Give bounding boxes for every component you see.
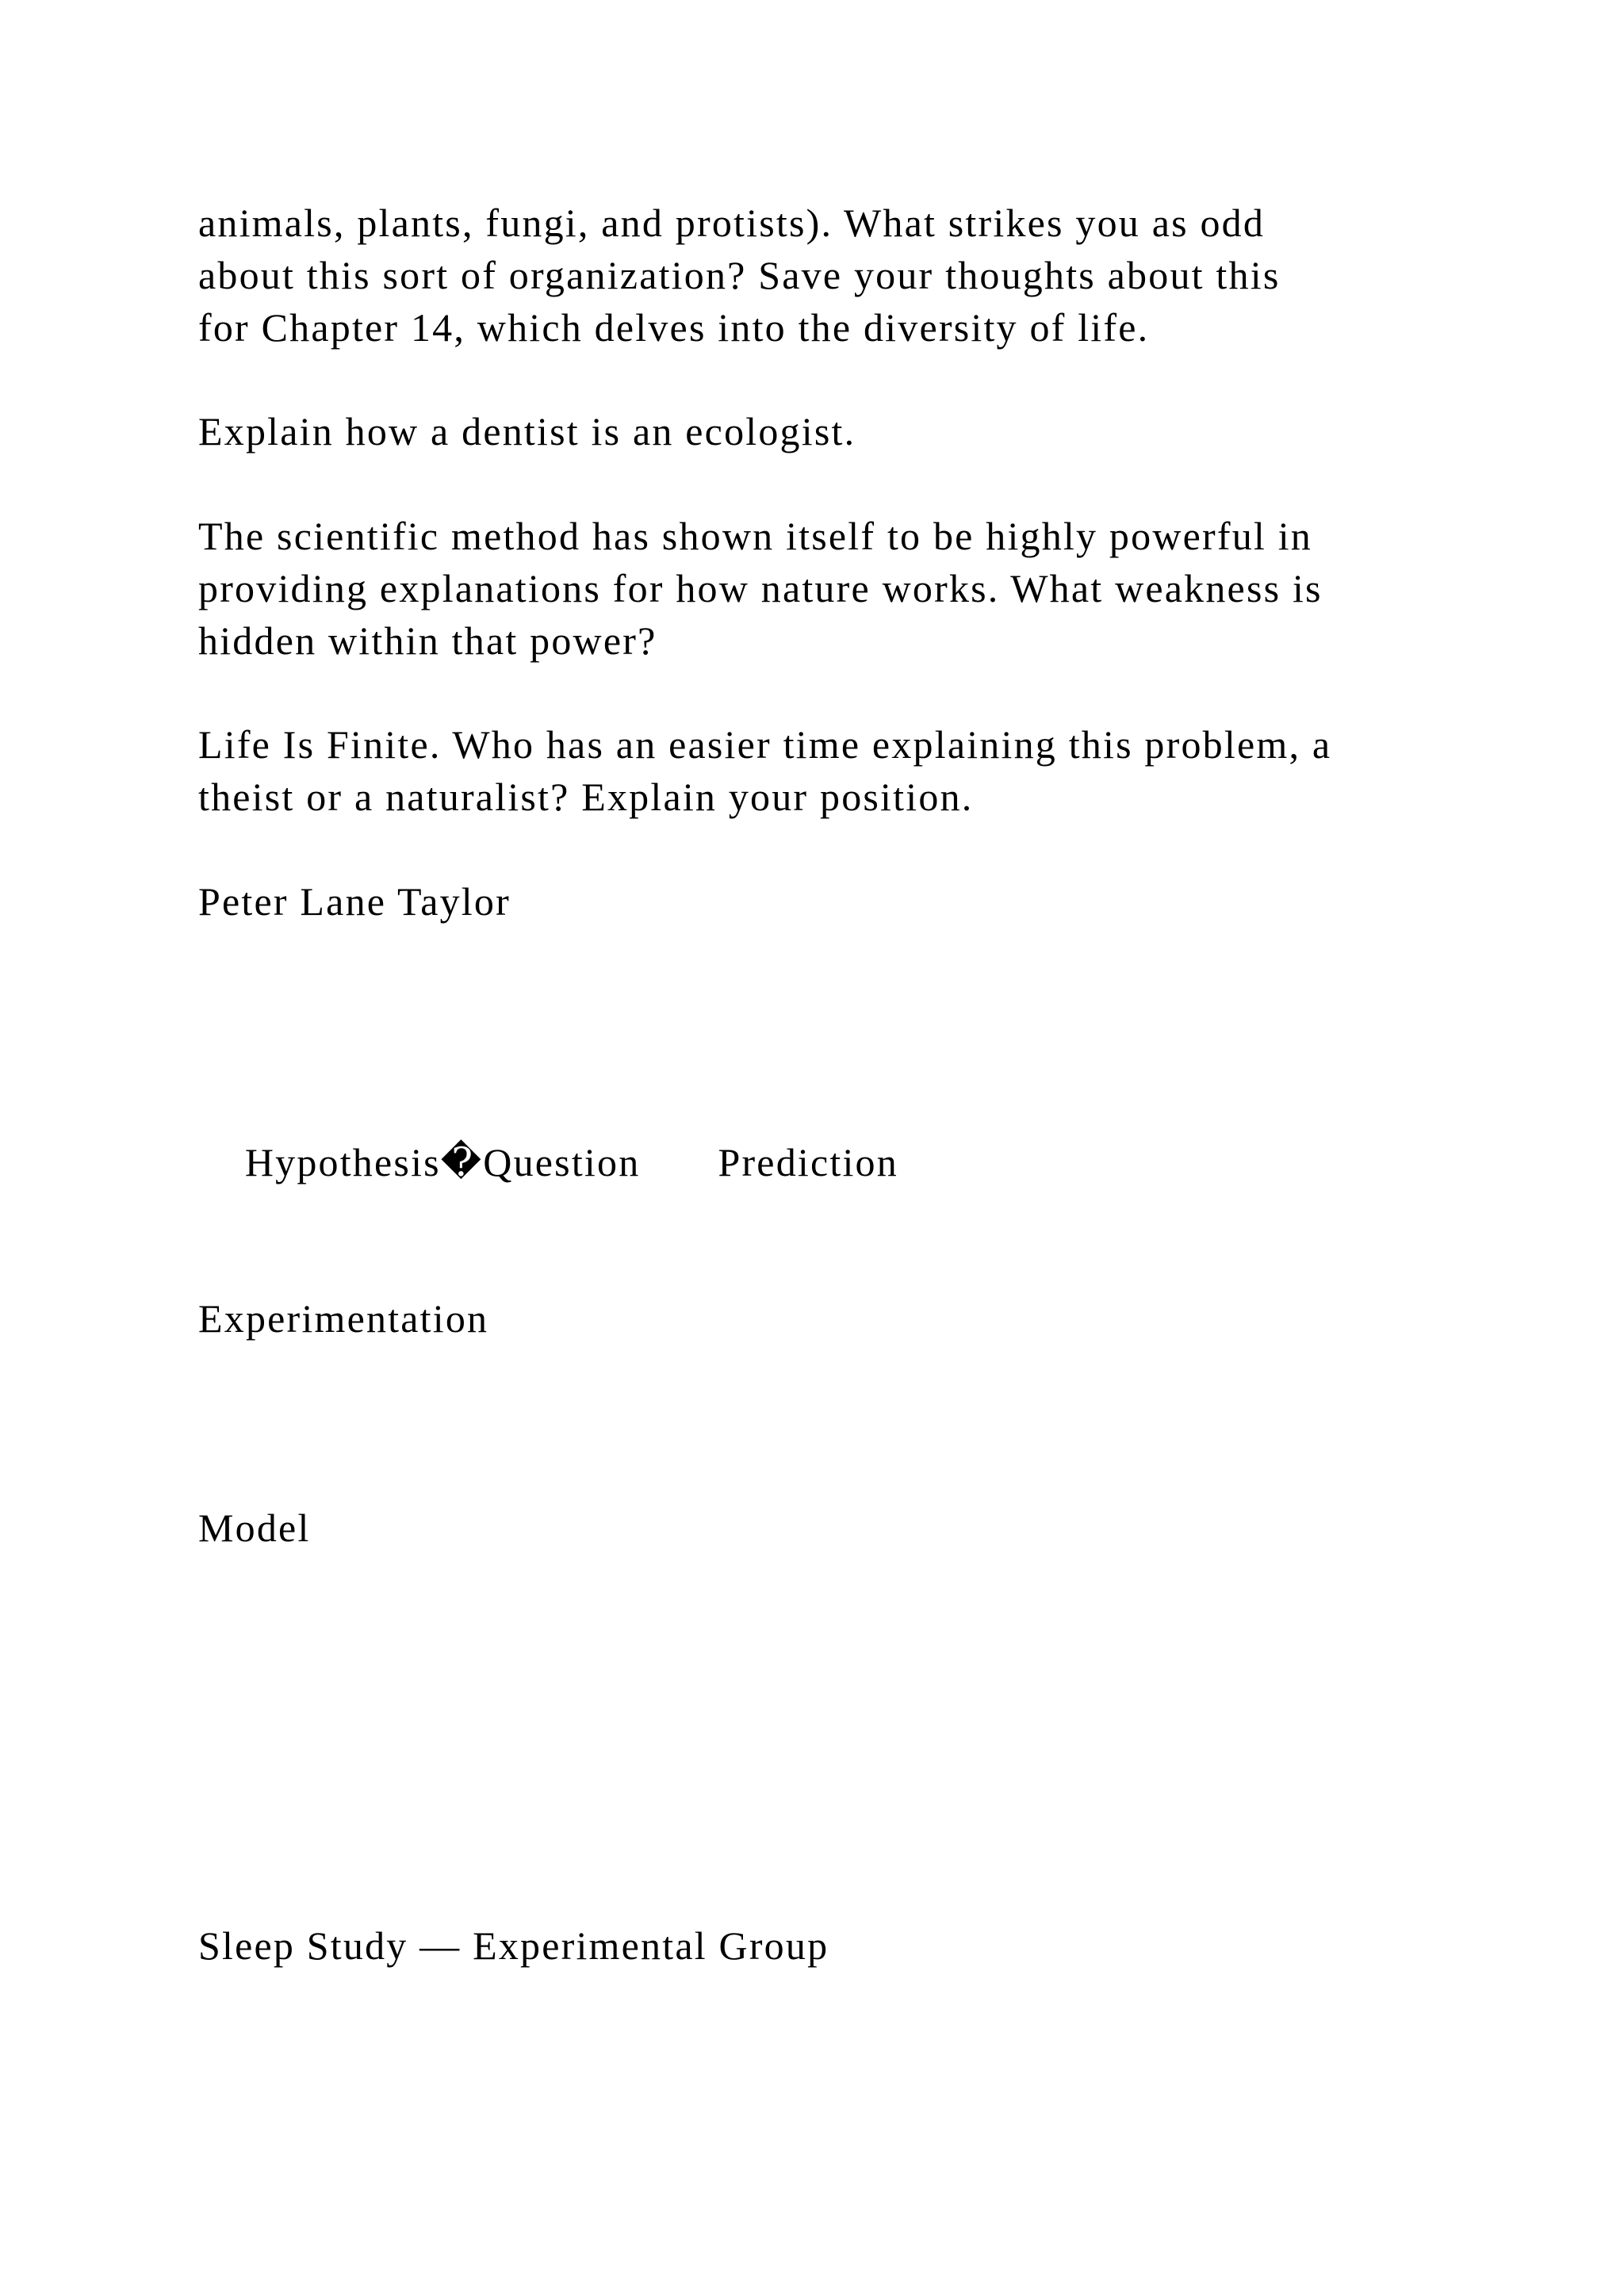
- body-text-line: Life Is Finite. Who has an easier time explaining this problem, a: [198, 722, 1332, 767]
- body-text-line: The scientific method has shown itself to be highly powerful in: [198, 514, 1313, 558]
- body-text-line: hidden within that power?: [198, 618, 657, 663]
- body-text-line: Explain how a dentist is an ecologist.: [198, 409, 856, 453]
- figure-caption: Sleep Study — Experimental Group: [198, 1923, 829, 1968]
- hypothesis-question-term: Hypothesis�Question: [244, 1140, 641, 1184]
- diagram-terms-row: [198, 1084, 898, 1184]
- body-text-line: theist or a naturalist? Explain your position.: [198, 775, 974, 819]
- body-text-line: providing explanations for how nature works. What weakness is: [198, 566, 1323, 610]
- prediction-term: Prediction: [718, 1140, 898, 1184]
- body-text-line: for Chapter 14, which delves into the diversity of life.: [198, 305, 1150, 350]
- photo-credit: Peter Lane Taylor: [198, 879, 511, 924]
- model-term: Model: [198, 1506, 311, 1550]
- experimentation-term: Experimentation: [198, 1296, 489, 1341]
- body-text-line: about this sort of organization? Save your thoughts about this: [198, 253, 1281, 297]
- body-text-line: animals, plants, fungi, and protists). What strikes you as odd: [198, 201, 1266, 245]
